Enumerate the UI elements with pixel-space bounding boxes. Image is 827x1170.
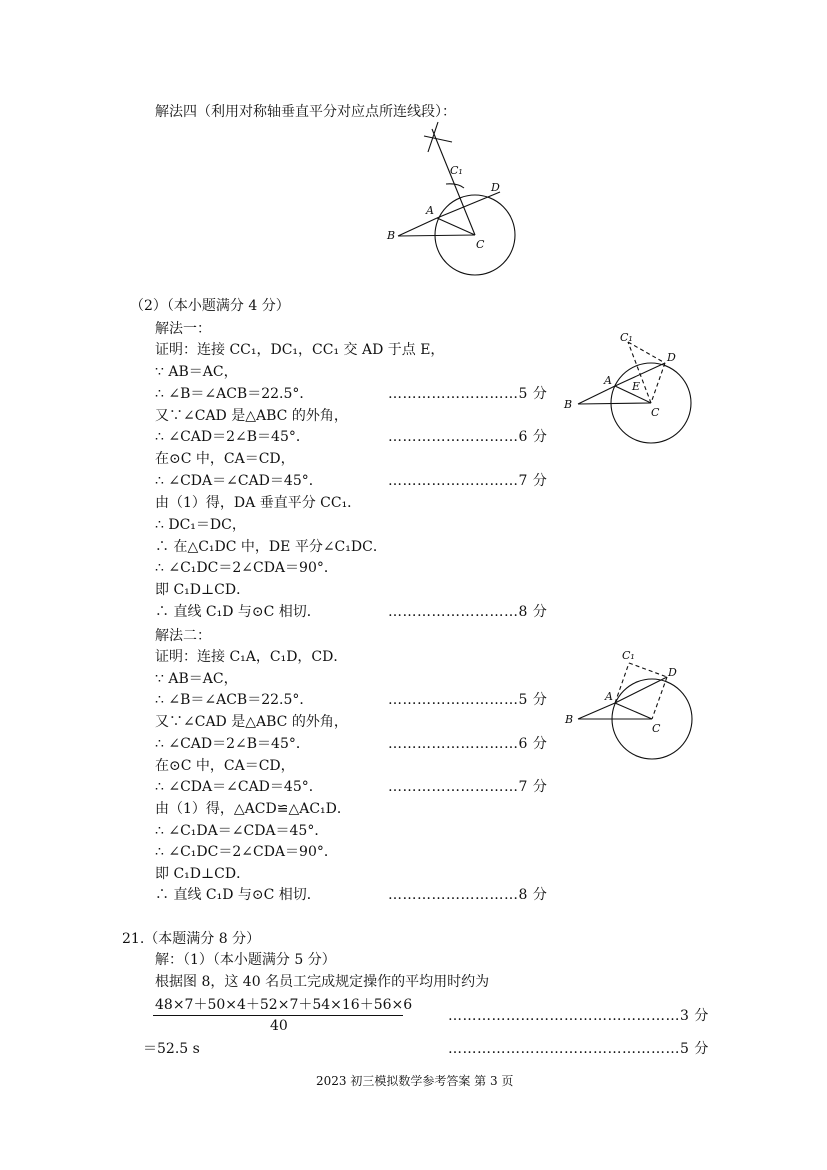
label-d: D [491,181,500,194]
label-d: D [668,666,677,679]
label-c1: C₁ [620,331,633,344]
m1-line: ∴ 在△C₁DC 中，DE 平分∠C₁DC． [155,539,387,555]
m2-line: 证明：连接 C₁A，C₁D，CD． [155,649,348,665]
m1-score-8: ………………………8 分 [388,604,548,620]
label-c1: C₁ [622,649,635,662]
m2-title: 解法二： [155,628,211,644]
m2-line: ∵ AB＝AC， [155,671,238,687]
m2-line: 由（1）得，△ACD≌△AC₁D． [155,801,351,817]
m1-line: 在⊙C 中，CA＝CD， [155,451,295,467]
m1-line: ∴ ∠CAD＝2∠B＝45°． [155,429,310,445]
label-a: A [426,204,434,217]
m1-title: 解法一： [155,321,211,337]
label-a: A [604,374,612,387]
label-c1: C₁ [450,164,463,177]
m1-line: ∴ ∠CDA＝∠CAD＝45°． [155,473,323,489]
m1-line: 由（1）得，DA 垂直平分 CC₁． [155,495,362,511]
q21-sub: 解：（1）（本小题满分 5 分） [155,952,336,968]
figure-method4 [380,128,540,288]
m2-line: ∴ ∠CAD＝2∠B＝45°． [155,736,310,752]
m2-line: 即 C₁D⊥CD． [155,866,251,882]
label-b: B [565,713,574,726]
m2-line: ∴ ∠CDA＝∠CAD＝45°． [155,779,323,795]
m2-score-8: ………………………8 分 [388,887,548,903]
label-c: C [651,406,660,419]
q21-heading: 21.（本题满分 8 分） [122,931,261,947]
figure-method2 [560,645,710,775]
m1-line: 证明：连接 CC₁，DC₁，CC₁ 交 AD 于点 E， [155,342,445,358]
q21-result: ＝52.5 s [143,1041,200,1057]
m1-score-6: ………………………6 分 [388,429,548,445]
fraction-bar [153,1015,403,1016]
label-e: E [632,380,641,393]
method4-title: 解法四（利用对称轴垂直平分对应点所连线段）： [155,104,456,120]
m2-score-7: ………………………7 分 [388,779,548,795]
m1-line: 即 C₁D⊥CD． [155,582,251,598]
m1-line: ∴ DC₁＝DC， [155,517,246,533]
m2-line: 又∵∠CAD 是△ABC 的外角， [155,714,348,730]
label-c: C [476,238,485,251]
part2-heading: （2）（本小题满分 4 分） [130,298,290,314]
figure-method1 [560,330,710,460]
m2-line: ∴ 直线 C₁D 与⊙C 相切． [155,887,321,903]
m2-line: 在⊙C 中，CA＝CD， [155,758,295,774]
label-a: A [605,690,613,703]
m2-score-6: ………………………6 分 [388,736,548,752]
fraction-numerator: 48×7＋50×4＋52×7＋54×16＋56×6 [155,997,413,1013]
label-d: D [667,351,676,364]
m1-score-7: ………………………7 分 [388,473,548,489]
m2-line: ∴ ∠B＝∠ACB＝22.5°． [155,692,314,708]
m2-line: ∴ ∠C₁DA＝∠CDA＝45°． [155,823,329,839]
q21-score-5: …………………………………………5 分 [448,1041,709,1057]
q21-text: 根据图 8，这 40 名员工完成规定操作的平均用时约为 [155,974,490,990]
fraction-denominator: 40 [270,1018,288,1034]
q21-score-3: …………………………………………3 分 [448,1008,709,1024]
m2-score-5: ………………………5 分 [388,692,548,708]
page-footer: 2023 初三模拟数学参考答案 第 3 页 [316,1074,514,1088]
label-b: B [564,398,573,411]
m1-score-5: ………………………5 分 [388,386,548,402]
m1-line: ∴ ∠C₁DC＝2∠CDA＝90°． [155,560,338,576]
m1-line: 又∵∠CAD 是△ABC 的外角， [155,408,348,424]
m1-line: ∴ ∠B＝∠ACB＝22.5°． [155,386,314,402]
label-c: C [652,722,661,735]
m2-line: ∴ ∠C₁DC＝2∠CDA＝90°． [155,844,338,860]
m1-line: ∴ 直线 C₁D 与⊙C 相切． [155,604,321,620]
label-b: B [387,229,396,242]
m1-line: ∵ AB＝AC， [155,364,238,380]
